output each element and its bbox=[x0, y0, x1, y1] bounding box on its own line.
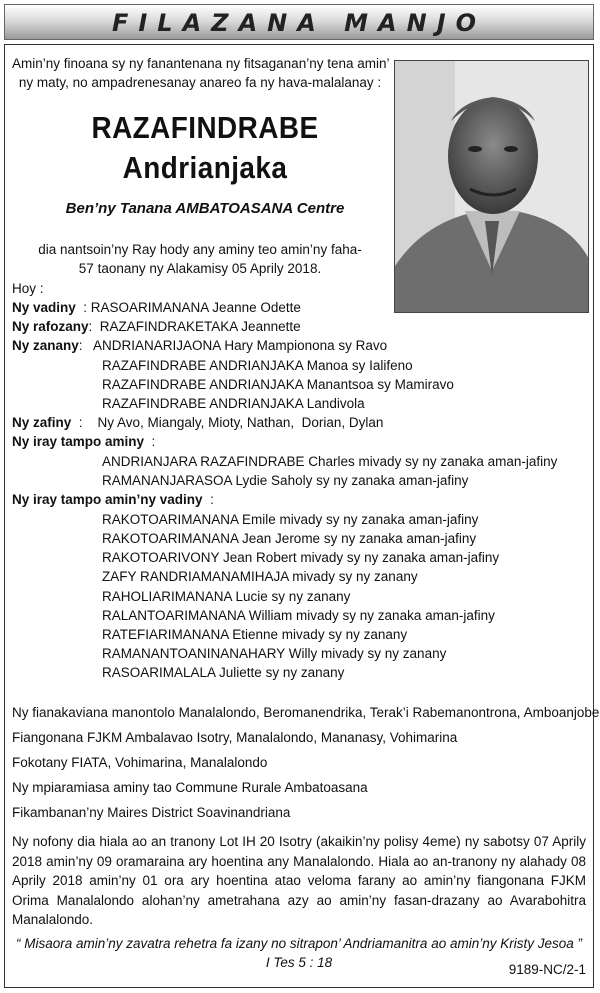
zanaka-item: RAZAFINDRABE ANDRIANJAKA Manoa sy Ialifeno bbox=[102, 358, 413, 373]
zafy-row bbox=[12, 413, 383, 432]
iray-tampo-vady-item: RAKOTOARIVONY Jean Robert mivady sy ny zanaka aman-jafiny bbox=[102, 550, 500, 565]
quote-reference: I Tes 5 : 18 bbox=[265, 955, 333, 970]
others-line: Fokotany FIATA, Vohimarina, Manalalondo bbox=[12, 755, 268, 770]
notice-header bbox=[4, 4, 594, 40]
iray-tampo-item: ANDRIANJARA RAZAFINDRABE Charles mivady sy ny zanaka aman-jafiny bbox=[102, 454, 558, 469]
iray-tampo-vady-item: RALANTOARIMANANA William mivady sy ny zanaka aman-jafiny bbox=[102, 608, 495, 623]
zafy-label: Ny zafiny bbox=[12, 415, 72, 430]
iray-tampo-item: RAMANANJARASOA Lydie Saholy sy ny zanaka aman-jafiny bbox=[102, 473, 469, 488]
ad-reference: 9189-NC/2-1 bbox=[508, 962, 586, 977]
iray-tampo-vady-label: Ny iray tampo amin’ny vadiny bbox=[12, 492, 203, 507]
death-notice-line-2: 57 taonany ny Alakamisy 05 Aprily 2018. bbox=[78, 261, 322, 276]
vady-label: Ny vadiny bbox=[12, 300, 76, 315]
iray-tampo-vady-colon: : bbox=[202, 492, 214, 507]
portrait-image bbox=[395, 61, 589, 313]
iray-tampo-vady-item: RAMANANTOANINANAHARY Willy mivady sy ny zanany bbox=[102, 646, 447, 661]
zanaka-item: RAZAFINDRABE ANDRIANJAKA Manantsoa sy Mamiravo bbox=[102, 377, 454, 392]
iray-tampo-vady-row bbox=[12, 490, 214, 509]
notice-title: FILAZANA MANJO bbox=[111, 9, 487, 37]
deceased-title: Ben’ny Tanana AMBATOASANA Centre bbox=[65, 200, 345, 217]
zanaka-value: : ANDRIANARIJAONA Hary Mampionona sy Ravo bbox=[78, 338, 388, 353]
vady-row bbox=[12, 298, 301, 317]
iray-tampo-colon: : bbox=[144, 434, 156, 449]
intro-line-2: ny maty, no ampadrenesanay anareo fa ny hava-malalanay : bbox=[18, 75, 382, 90]
others-line: Fiangonana FJKM Ambalavao Isotry, Manalalondo, Mananasy, Vohimarina bbox=[12, 730, 458, 745]
rafozana-value: : RAZAFINDRAKETAKA Jeannette bbox=[88, 319, 301, 334]
hoy-label: Hoy : bbox=[12, 281, 44, 296]
iray-tampo-vady-item: RAKOTOARIMANANA Jean Jerome sy ny zanaka aman-jafiny bbox=[102, 531, 477, 546]
funeral-details: Ny nofony dia hiala ao an tranony Lot IH 20 Isotry (akaikin’ny polisy 4eme) ny sabotsy 07 Aprily 2018 amin’ny 09 oramaraina ary hoentina any Manalalondo. Hiala ao an-tranony ny alahady 08 Aprily 2018 amin’ny 01 ora ary hoentina atao veloma farany ao amin’ny fiangonana FJKM Orima Manalalondo alohan’ny ametrahana azy ao amin’ny fasan-drazany ao Avarabohitra Manalalondo. bbox=[12, 834, 586, 927]
iray-tampo-vady-item: RAHOLIARIMANANA Lucie sy ny zanany bbox=[102, 589, 351, 604]
iray-tampo-vady-item: RASOARIMALALA Juliette sy ny zanany bbox=[102, 665, 345, 680]
iray-tampo-vady-item: RAKOTOARIMANANA Emile mivady sy ny zanaka aman-jafiny bbox=[102, 512, 479, 527]
deceased-surname: RAZAFINDRABE bbox=[91, 110, 319, 145]
deceased-given-name: Andrianjaka bbox=[122, 150, 288, 185]
deceased-portrait bbox=[394, 60, 589, 313]
others-line: Ny mpiaramiasa aminy tao Commune Rurale Ambatoasana bbox=[12, 780, 368, 795]
iray-tampo-vady-item: ZAFY RANDRIAMANAMIHAJA mivady sy ny zanany bbox=[102, 569, 418, 584]
rafozana-row bbox=[12, 317, 301, 336]
zanaka-label: Ny zanany bbox=[12, 338, 79, 353]
bible-quote bbox=[12, 934, 586, 972]
zanaka-row bbox=[12, 336, 387, 355]
vady-value: : RASOARIMANANA Jeanne Odette bbox=[75, 300, 301, 315]
iray-tampo-label: Ny iray tampo aminy bbox=[12, 434, 145, 449]
others-line: Ny fianakaviana manontolo Manalalondo, Beromanendrika, Terak’i Rabemanontrona, Amboanjobe bbox=[12, 705, 600, 720]
rafozana-label: Ny rafozany bbox=[12, 319, 89, 334]
intro-line-1: Amin’ny finoana sy ny fanantenana ny fitsaganan’ny tena amin’ bbox=[12, 56, 390, 71]
death-notice-line-1: dia nantsoin’ny Ray hody any aminy teo amin’ny faha- bbox=[38, 242, 362, 257]
zafy-value: : Ny Avo, Miangaly, Mioty, Nathan, Dorian, Dylan bbox=[71, 415, 384, 430]
zanaka-item: RAZAFINDRABE ANDRIANJAKA Landivola bbox=[102, 396, 365, 411]
others-line: Fikambanan’ny Maires District Soavinandriana bbox=[12, 805, 291, 820]
iray-tampo-row bbox=[12, 432, 155, 451]
iray-tampo-vady-item: RATEFIARIMANANA Etienne mivady sy ny zanany bbox=[102, 627, 408, 642]
quote-text: “ Misaora amin’ny zavatra rehetra fa izany no sitrapon’ Andriamanitra ao amin’ny Kristy Jesoa ” bbox=[16, 936, 582, 951]
